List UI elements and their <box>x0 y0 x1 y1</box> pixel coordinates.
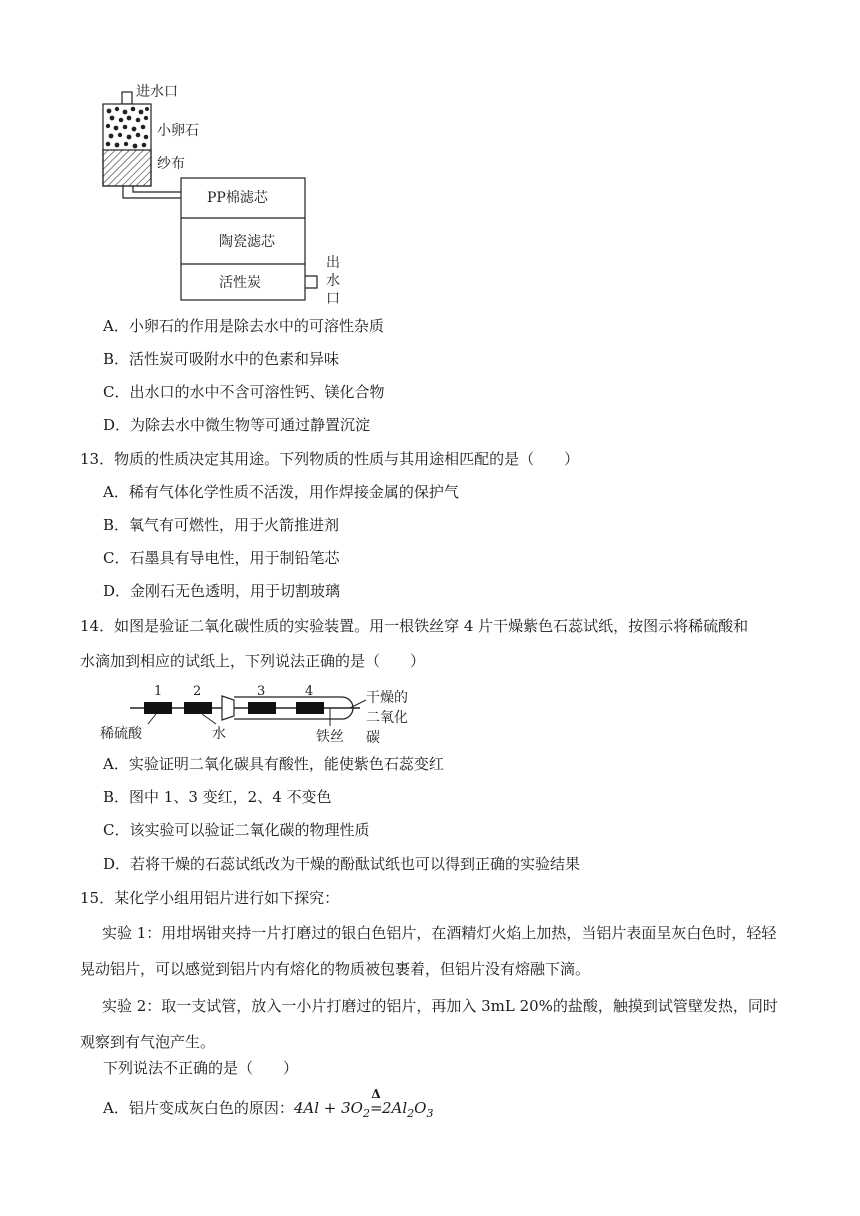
paper-2-label: 2 <box>193 684 202 699</box>
q13-option-a: A．稀有气体化学性质不活泼，用作焊接金属的保护气 <box>103 483 459 501</box>
gauze-label: 纱布 <box>157 156 185 172</box>
pebble-label: 小卵石 <box>157 123 199 139</box>
carbon-label: 活性炭 <box>219 275 261 291</box>
q15-experiment-1: 实验 1：用坩埚钳夹持一片打磨过的银白色铝片，在酒精灯火焰上加热，当铝片表面呈灰白色时，轻轻晃动铝片，可以感觉到铝片内有熔化的物质被包裹着，但铝片没有熔融下滴。 <box>80 924 777 978</box>
equation-sub-al2: 2 <box>407 1107 415 1120</box>
q12-option-b: B．活性炭可吸附水中的色素和异味 <box>103 350 340 368</box>
outlet-label-1: 出 <box>326 255 340 271</box>
q12-option-a: A．小卵石的作用是除去水中的可溶性杂质 <box>103 317 384 335</box>
q12-option-c: C．出水口的水中不含可溶性钙、镁化合物 <box>103 383 385 401</box>
equation-rhs: 2Al <box>381 1099 408 1117</box>
outlet-label-2: 水 <box>326 273 340 289</box>
water-label: 水 <box>212 726 226 742</box>
q12-option-d: D．为除去水中微生物等可通过静置沉淀 <box>103 416 371 434</box>
paper-1-label: 1 <box>154 684 163 699</box>
paper-3-label: 3 <box>257 684 266 699</box>
q15-option-a-text: A．铝片变成灰白色的原因： <box>103 1099 294 1117</box>
co2-experiment-diagram <box>98 678 418 746</box>
q14-stem-line1: 14．如图是验证二氧化碳性质的实验装置。用一根铁丝穿 4 片干燥紫色石蕊试纸，按图示将稀硫酸和 <box>80 617 749 635</box>
equation-rhs-o: O <box>414 1099 427 1117</box>
inlet-label: 进水口 <box>136 84 178 100</box>
q15-prompt: 下列说法不正确的是（ ） <box>103 1059 299 1077</box>
q15-experiment-2: 实验 2：取一支试管，放入一小片打磨过的铝片，再加入 3mL 20%的盐酸，触摸到试管壁发热，同时观察到有气泡产生。 <box>80 997 778 1051</box>
q15-stem: 15．某化学小组用铝片进行如下探究： <box>80 889 340 907</box>
paper-4-label: 4 <box>305 684 314 699</box>
wire-label: 铁丝 <box>316 729 344 745</box>
acid-label: 稀硫酸 <box>100 726 142 742</box>
equals-sign: = <box>369 1099 383 1117</box>
q13-option-c: C．石墨具有导电性，用于制铅笔芯 <box>103 549 340 567</box>
outlet-label-3: 口 <box>326 291 340 307</box>
co2-label-1: 干燥的 <box>366 690 408 706</box>
q13-option-b: B．氧气有可燃性，用于火箭推进剂 <box>103 516 340 534</box>
equation-heat-arrow <box>369 1087 383 1118</box>
equation-sub-o2: 2 <box>362 1107 370 1120</box>
pp-label: PP棉滤芯 <box>207 190 268 206</box>
q13-stem: 13．物质的性质决定其用途。下列物质的性质与其用途相匹配的是（ ） <box>80 450 580 468</box>
equation-lhs: 4Al + 3O <box>293 1099 363 1117</box>
q15-option-a <box>103 1087 434 1124</box>
q14-option-b: B．图中 1、3 变红，2、4 不变色 <box>103 788 332 806</box>
water-filter-diagram <box>95 78 365 310</box>
equation-sub-o3: 3 <box>426 1107 434 1120</box>
co2-label-3: 碳 <box>366 730 380 746</box>
q13-option-d: D．金刚石无色透明，用于切割玻璃 <box>103 582 341 600</box>
q14-stem-line2: 水滴加到相应的试纸上，下列说法正确的是（ ） <box>80 652 426 670</box>
co2-label-2: 二氧化 <box>366 710 408 726</box>
q14-option-c: C．该实验可以验证二氧化碳的物理性质 <box>103 821 370 839</box>
delta-symbol: Δ <box>371 1087 381 1101</box>
q14-option-a: A．实验证明二氧化碳具有酸性，能使紫色石蕊变红 <box>103 755 444 773</box>
q14-option-d: D．若将干燥的石蕊试纸改为干燥的酚酞试纸也可以得到正确的实验结果 <box>103 855 581 873</box>
ceramic-label: 陶瓷滤芯 <box>219 234 275 250</box>
